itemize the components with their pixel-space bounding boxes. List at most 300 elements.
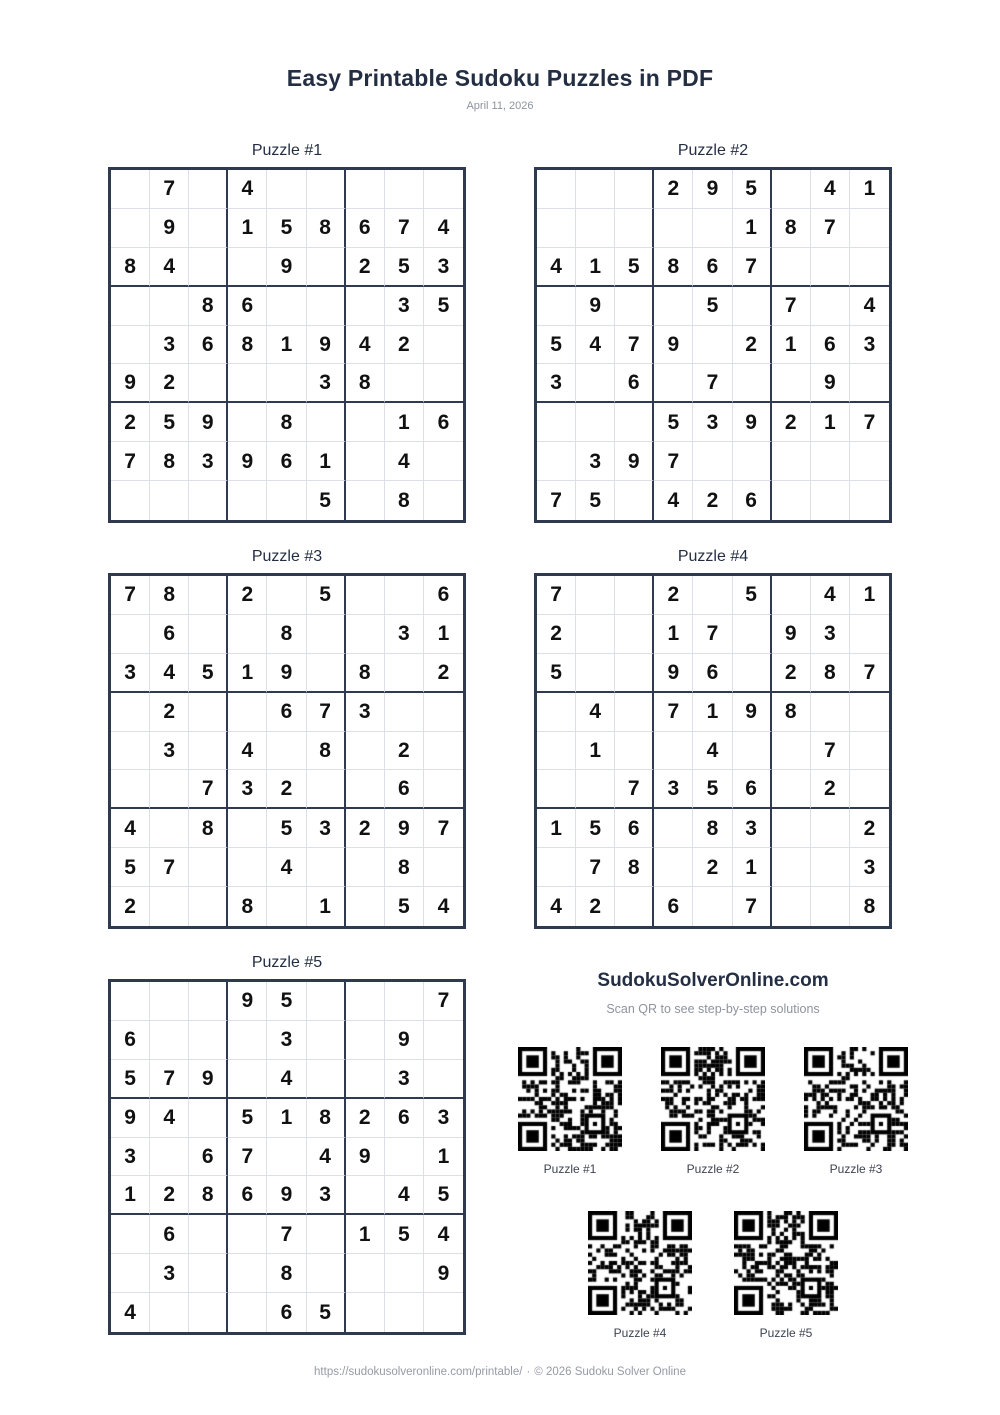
sudoku-cell: 9 (111, 1099, 150, 1138)
sudoku-cell: 5 (654, 403, 693, 442)
sudoku-cell: 7 (615, 326, 654, 365)
sudoku-cell: 2 (150, 364, 189, 403)
sudoku-cell: 5 (150, 403, 189, 442)
sudoku-cell (189, 364, 228, 403)
sudoku-cell (693, 887, 732, 926)
sudoku-cell (189, 209, 228, 248)
qr-code-icon (804, 1047, 908, 1151)
qr-section-heading: SudokuSolverOnline.com (597, 970, 829, 991)
sudoku-cell (424, 693, 463, 732)
sudoku-cell: 7 (733, 887, 772, 926)
sudoku-cell: 1 (693, 693, 732, 732)
sudoku-cell: 6 (424, 403, 463, 442)
sudoku-cell (189, 1021, 228, 1060)
sudoku-cell (150, 887, 189, 926)
sudoku-cell: 9 (189, 403, 228, 442)
sudoku-cell: 7 (850, 403, 889, 442)
puzzle-2-grid (534, 167, 892, 523)
sudoku-cell: 4 (150, 248, 189, 287)
sudoku-cell (615, 732, 654, 771)
sudoku-cell: 7 (811, 209, 850, 248)
sudoku-cell: 1 (424, 1138, 463, 1177)
sudoku-cell (424, 442, 463, 481)
sudoku-cell (267, 364, 306, 403)
sudoku-cell: 5 (385, 248, 424, 287)
sudoku-cell: 1 (811, 403, 850, 442)
sudoku-cell (654, 209, 693, 248)
qr-row-2 (516, 1211, 910, 1341)
sudoku-cell: 8 (150, 442, 189, 481)
sudoku-cell (576, 209, 615, 248)
sudoku-cell: 9 (772, 615, 811, 654)
sudoku-cell (150, 1021, 189, 1060)
qr-wrap (534, 953, 892, 1341)
footer-url-link[interactable]: https://sudokusolveronline.com/printable/ (314, 1366, 523, 1378)
sudoku-cell (772, 248, 811, 287)
sudoku-cell (346, 1176, 385, 1215)
sudoku-cell (346, 770, 385, 809)
sudoku-cell (850, 442, 889, 481)
sudoku-cell: 1 (850, 170, 889, 209)
sudoku-cell: 3 (189, 442, 228, 481)
sudoku-cell (576, 364, 615, 403)
sudoku-cell (346, 1293, 385, 1332)
sudoku-cell (615, 403, 654, 442)
sudoku-cell: 7 (693, 364, 732, 403)
sudoku-cell (424, 481, 463, 520)
sudoku-cell (228, 1021, 267, 1060)
sudoku-cell: 4 (693, 732, 732, 771)
puzzle-1 (108, 141, 466, 523)
qr-code-icon (734, 1211, 838, 1315)
sudoku-cell: 3 (537, 364, 576, 403)
sudoku-cell: 2 (385, 732, 424, 771)
sudoku-cell: 4 (307, 1138, 346, 1177)
sudoku-cell: 2 (693, 481, 732, 520)
sudoku-cell (189, 576, 228, 615)
sudoku-cell: 6 (385, 770, 424, 809)
sudoku-cell: 4 (576, 693, 615, 732)
page-date: April 11, 2026 (466, 100, 534, 112)
sudoku-cell: 4 (811, 576, 850, 615)
sudoku-cell (850, 770, 889, 809)
sudoku-cell (346, 287, 385, 326)
sudoku-cell: 2 (576, 887, 615, 926)
sudoku-cell: 5 (385, 1215, 424, 1254)
puzzle-4-label: Puzzle #4 (677, 548, 749, 565)
sudoku-cell: 7 (654, 693, 693, 732)
sudoku-cell: 3 (385, 287, 424, 326)
sudoku-cell: 7 (150, 170, 189, 209)
sudoku-cell (111, 287, 150, 326)
sudoku-cell: 8 (654, 248, 693, 287)
sudoku-cell (111, 732, 150, 771)
sudoku-cell: 3 (850, 848, 889, 887)
sudoku-cell: 4 (576, 326, 615, 365)
sudoku-cell: 6 (228, 1176, 267, 1215)
sudoku-cell (615, 481, 654, 520)
sudoku-cell: 4 (346, 326, 385, 365)
qr-item-puzzle-1 (518, 1047, 622, 1177)
puzzle-3 (108, 547, 466, 929)
sudoku-cell: 2 (654, 576, 693, 615)
sudoku-cell: 6 (189, 1138, 228, 1177)
sudoku-cell (346, 848, 385, 887)
sudoku-cell: 9 (111, 364, 150, 403)
sudoku-cell (346, 982, 385, 1021)
sudoku-cell: 9 (654, 654, 693, 693)
sudoku-cell (228, 403, 267, 442)
sudoku-cell (850, 248, 889, 287)
qr-label: Puzzle #2 (686, 1162, 740, 1176)
sudoku-cell: 4 (385, 442, 424, 481)
sudoku-cell: 7 (267, 1215, 306, 1254)
sudoku-cell: 6 (150, 1215, 189, 1254)
sudoku-cell: 3 (228, 770, 267, 809)
sudoku-cell (346, 1060, 385, 1099)
sudoku-cell (693, 209, 732, 248)
puzzle-row-2 (108, 547, 892, 929)
sudoku-cell: 8 (307, 209, 346, 248)
sudoku-cell (811, 287, 850, 326)
sudoku-cell: 2 (772, 403, 811, 442)
sudoku-cell: 4 (111, 1293, 150, 1332)
sudoku-cell: 3 (576, 442, 615, 481)
sudoku-cell (189, 1215, 228, 1254)
sudoku-cell (654, 809, 693, 848)
sudoku-cell: 1 (346, 1215, 385, 1254)
sudoku-cell (111, 1254, 150, 1293)
sudoku-cell: 5 (228, 1099, 267, 1138)
sudoku-cell (228, 1254, 267, 1293)
sudoku-cell (307, 654, 346, 693)
qr-code-icon (661, 1047, 765, 1151)
sudoku-cell (267, 732, 306, 771)
sudoku-cell: 2 (228, 576, 267, 615)
sudoku-cell: 1 (576, 732, 615, 771)
sudoku-cell: 6 (267, 442, 306, 481)
sudoku-cell (307, 1254, 346, 1293)
sudoku-cell: 4 (267, 848, 306, 887)
sudoku-cell: 3 (733, 809, 772, 848)
sudoku-cell: 3 (267, 1021, 306, 1060)
sudoku-cell (654, 364, 693, 403)
sudoku-cell: 2 (267, 770, 306, 809)
puzzle-5-grid (108, 979, 466, 1335)
sudoku-cell (307, 1021, 346, 1060)
sudoku-cell: 8 (772, 693, 811, 732)
sudoku-cell: 5 (267, 209, 306, 248)
sudoku-cell: 2 (693, 848, 732, 887)
sudoku-cell (615, 887, 654, 926)
sudoku-cell (307, 982, 346, 1021)
sudoku-cell: 2 (424, 654, 463, 693)
sudoku-cell: 1 (733, 209, 772, 248)
sudoku-cell (733, 364, 772, 403)
sudoku-cell: 9 (733, 693, 772, 732)
sudoku-cell (150, 1293, 189, 1332)
puzzle-row-3 (108, 953, 892, 1341)
sudoku-cell (346, 481, 385, 520)
sudoku-cell: 9 (346, 1138, 385, 1177)
sudoku-cell: 3 (385, 1060, 424, 1099)
sudoku-cell (385, 982, 424, 1021)
sudoku-cell (150, 287, 189, 326)
sudoku-cell (228, 248, 267, 287)
sudoku-cell (111, 770, 150, 809)
sudoku-cell (424, 1060, 463, 1099)
sudoku-cell: 2 (537, 615, 576, 654)
sudoku-cell: 9 (385, 1021, 424, 1060)
puzzle-1-grid (108, 167, 466, 523)
sudoku-cell: 2 (850, 809, 889, 848)
sudoku-cell: 4 (111, 809, 150, 848)
sudoku-cell (385, 170, 424, 209)
sudoku-cell: 7 (424, 809, 463, 848)
puzzle-row-1 (108, 141, 892, 523)
sudoku-cell: 5 (576, 809, 615, 848)
sudoku-cell: 4 (811, 170, 850, 209)
sudoku-cell: 3 (307, 809, 346, 848)
sudoku-cell (850, 481, 889, 520)
sudoku-cell (346, 1254, 385, 1293)
qr-code-icon (518, 1047, 622, 1151)
sudoku-cell: 6 (615, 809, 654, 848)
sudoku-cell (424, 848, 463, 887)
sudoku-cell (537, 442, 576, 481)
sudoku-cell (111, 1215, 150, 1254)
sudoku-cell: 9 (267, 1176, 306, 1215)
sudoku-cell: 6 (693, 248, 732, 287)
qr-code-icon (588, 1211, 692, 1315)
sudoku-cell (189, 1254, 228, 1293)
sudoku-cell (537, 732, 576, 771)
sudoku-cell (733, 442, 772, 481)
sudoku-cell: 5 (733, 576, 772, 615)
sudoku-cell: 3 (150, 1254, 189, 1293)
sudoku-cell (811, 481, 850, 520)
footer-separator: · (526, 1366, 531, 1378)
sudoku-cell (228, 364, 267, 403)
sudoku-cell: 6 (693, 654, 732, 693)
page-footer (0, 1365, 1000, 1379)
sudoku-cell: 5 (424, 1176, 463, 1215)
sudoku-cell: 5 (576, 481, 615, 520)
sudoku-cell (615, 287, 654, 326)
footer-copyright: © 2026 Sudoku Solver Online (534, 1366, 686, 1378)
sudoku-cell: 1 (424, 615, 463, 654)
sudoku-cell: 3 (693, 403, 732, 442)
sudoku-cell (576, 576, 615, 615)
sudoku-cell (424, 170, 463, 209)
sudoku-cell (537, 403, 576, 442)
sudoku-cell: 6 (267, 693, 306, 732)
sudoku-cell: 9 (189, 1060, 228, 1099)
sudoku-cell (850, 615, 889, 654)
sudoku-cell (346, 615, 385, 654)
sudoku-cell: 6 (424, 576, 463, 615)
sudoku-cell: 3 (424, 1099, 463, 1138)
sudoku-cell: 8 (385, 481, 424, 520)
sudoku-cell (654, 287, 693, 326)
sudoku-cell: 7 (307, 693, 346, 732)
sudoku-cell: 2 (385, 326, 424, 365)
sudoku-cell: 4 (850, 287, 889, 326)
sudoku-cell (811, 887, 850, 926)
sudoku-cell (307, 848, 346, 887)
sudoku-cell: 4 (537, 887, 576, 926)
sudoku-cell: 7 (228, 1138, 267, 1177)
sudoku-cell: 5 (733, 170, 772, 209)
sudoku-cell: 1 (733, 848, 772, 887)
sudoku-cell: 1 (772, 326, 811, 365)
sudoku-cell: 7 (733, 248, 772, 287)
puzzle-2 (534, 141, 892, 523)
sudoku-cell (111, 170, 150, 209)
sudoku-cell (228, 809, 267, 848)
sudoku-cell: 9 (654, 326, 693, 365)
sudoku-cell: 9 (811, 364, 850, 403)
sudoku-cell: 5 (537, 326, 576, 365)
sudoku-cell: 7 (537, 481, 576, 520)
qr-section (516, 953, 910, 1341)
puzzle-3-grid (108, 573, 466, 929)
sudoku-cell: 6 (267, 1293, 306, 1332)
sudoku-cell: 3 (811, 615, 850, 654)
puzzle-5 (108, 953, 466, 1341)
sudoku-cell (228, 848, 267, 887)
sudoku-cell (693, 576, 732, 615)
sudoku-cell: 7 (111, 442, 150, 481)
sudoku-cell (346, 732, 385, 771)
sudoku-cell: 1 (576, 248, 615, 287)
sudoku-cell (307, 615, 346, 654)
sudoku-cell (307, 170, 346, 209)
sudoku-cell (772, 848, 811, 887)
sudoku-cell: 7 (693, 615, 732, 654)
sudoku-cell: 3 (150, 732, 189, 771)
sudoku-cell: 3 (654, 770, 693, 809)
sudoku-cell: 6 (615, 364, 654, 403)
sudoku-cell: 8 (150, 576, 189, 615)
content (108, 141, 892, 1341)
sudoku-cell: 8 (267, 615, 306, 654)
sudoku-cell (189, 1099, 228, 1138)
sudoku-cell (150, 481, 189, 520)
sudoku-cell: 3 (307, 1176, 346, 1215)
sudoku-cell (346, 403, 385, 442)
sudoku-cell: 5 (537, 654, 576, 693)
sudoku-cell: 5 (385, 887, 424, 926)
puzzle-3-label: Puzzle #3 (251, 548, 323, 565)
sudoku-cell: 3 (111, 1138, 150, 1177)
sudoku-cell: 1 (111, 1176, 150, 1215)
sudoku-cell (150, 770, 189, 809)
sudoku-cell: 6 (733, 770, 772, 809)
sudoku-cell (772, 481, 811, 520)
sudoku-cell (385, 654, 424, 693)
qr-label: Puzzle #3 (829, 1162, 883, 1176)
sudoku-cell (772, 809, 811, 848)
sudoku-cell (537, 848, 576, 887)
sudoku-cell (228, 693, 267, 732)
sudoku-cell: 4 (424, 209, 463, 248)
sudoku-cell: 7 (615, 770, 654, 809)
sudoku-cell: 7 (150, 848, 189, 887)
sudoku-cell (307, 770, 346, 809)
sudoku-cell (150, 982, 189, 1021)
sudoku-cell: 9 (228, 982, 267, 1021)
sudoku-cell: 8 (346, 364, 385, 403)
sudoku-cell (811, 248, 850, 287)
sudoku-cell (111, 209, 150, 248)
sudoku-cell (537, 770, 576, 809)
sudoku-cell: 4 (150, 1099, 189, 1138)
sudoku-cell: 3 (424, 248, 463, 287)
sudoku-cell (189, 693, 228, 732)
sudoku-cell: 6 (385, 1099, 424, 1138)
sudoku-cell (615, 209, 654, 248)
sudoku-cell: 7 (850, 654, 889, 693)
sudoku-cell: 8 (615, 848, 654, 887)
qr-label: Puzzle #1 (543, 1162, 597, 1176)
sudoku-cell (811, 442, 850, 481)
sudoku-cell: 9 (267, 248, 306, 287)
sudoku-cell (424, 326, 463, 365)
sudoku-cell: 1 (307, 442, 346, 481)
sudoku-cell: 4 (228, 170, 267, 209)
sudoku-cell: 1 (228, 209, 267, 248)
sudoku-cell: 9 (307, 326, 346, 365)
qr-section-subheading: Scan QR to see step-by-step solutions (606, 1002, 820, 1016)
sudoku-cell: 6 (111, 1021, 150, 1060)
sudoku-cell: 8 (267, 1254, 306, 1293)
sudoku-cell: 8 (811, 654, 850, 693)
sudoku-cell (385, 576, 424, 615)
sudoku-cell (267, 481, 306, 520)
sudoku-cell (189, 248, 228, 287)
sudoku-cell: 7 (385, 209, 424, 248)
sudoku-cell (733, 732, 772, 771)
sudoku-cell: 2 (111, 403, 150, 442)
sudoku-cell: 1 (228, 654, 267, 693)
sudoku-cell (267, 287, 306, 326)
sudoku-cell: 7 (537, 576, 576, 615)
sudoku-cell (850, 209, 889, 248)
sudoku-cell: 3 (346, 693, 385, 732)
sudoku-cell: 2 (150, 1176, 189, 1215)
sudoku-cell (693, 326, 732, 365)
sudoku-cell (654, 848, 693, 887)
sudoku-cell: 2 (772, 654, 811, 693)
sudoku-cell: 5 (307, 576, 346, 615)
sudoku-cell (424, 770, 463, 809)
sudoku-cell (307, 1060, 346, 1099)
sudoku-cell (850, 364, 889, 403)
sudoku-cell: 9 (615, 442, 654, 481)
sudoku-cell: 8 (189, 1176, 228, 1215)
sudoku-cell (615, 615, 654, 654)
sudoku-cell (772, 364, 811, 403)
sudoku-cell (811, 693, 850, 732)
sudoku-cell (537, 287, 576, 326)
sudoku-cell (267, 170, 306, 209)
sudoku-cell: 6 (654, 887, 693, 926)
sudoku-cell (189, 848, 228, 887)
sudoku-cell (346, 1021, 385, 1060)
sudoku-cell: 9 (150, 209, 189, 248)
sudoku-cell (111, 326, 150, 365)
